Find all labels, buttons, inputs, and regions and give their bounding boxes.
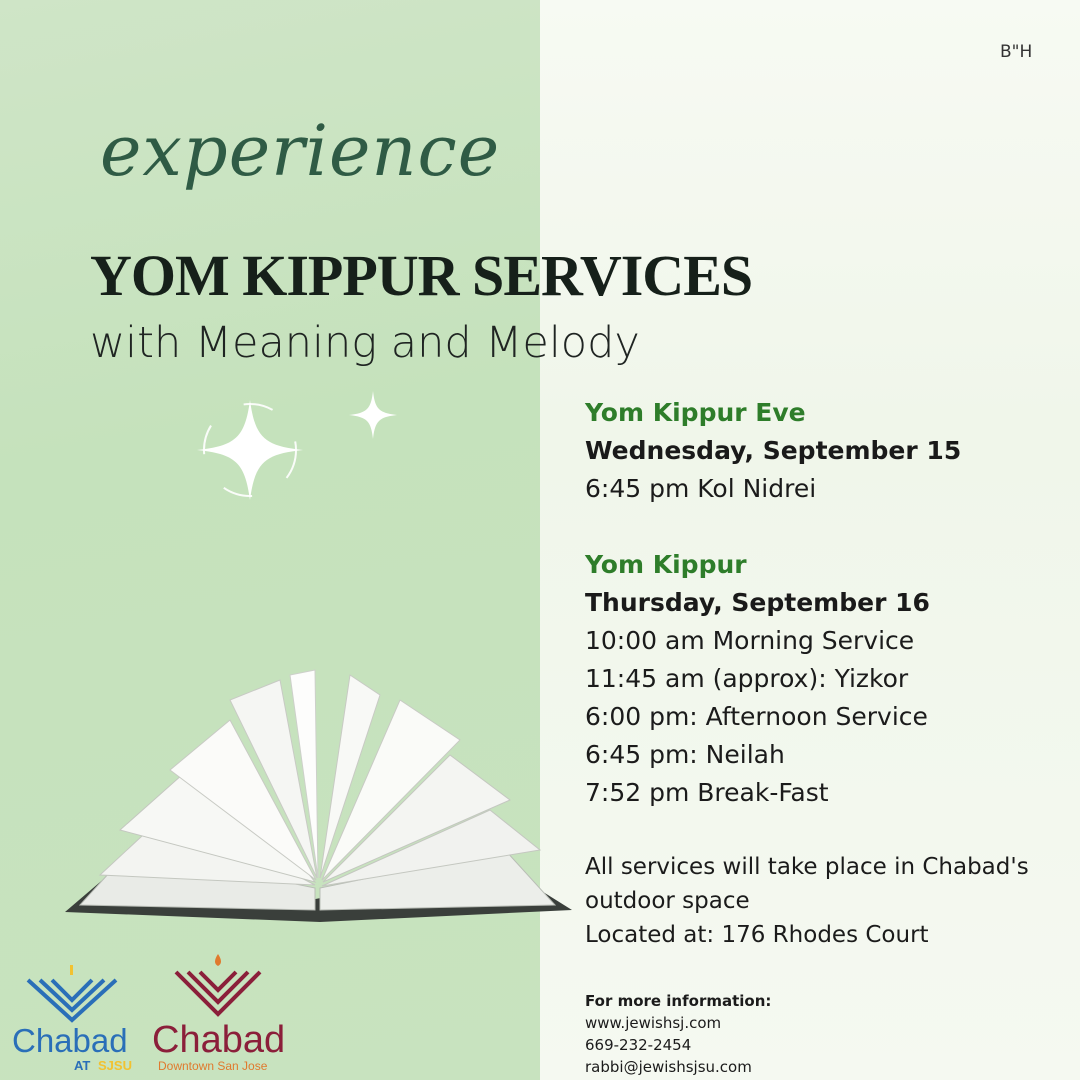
- day-item: 11:45 am (approx): Yizkor: [585, 664, 909, 693]
- day-label: Yom Kippur: [585, 550, 747, 579]
- day-item: 10:00 am Morning Service: [585, 626, 915, 655]
- location-line: All services will take place in Chabad's: [585, 854, 1029, 880]
- chabad-sjsu-at: AT: [74, 1058, 91, 1073]
- script-heading: experience: [100, 110, 501, 192]
- page-title: YOM KIPPUR SERVICES: [90, 243, 753, 308]
- sparkle-large-icon: [195, 398, 305, 502]
- eve-item: 6:45 pm Kol Nidrei: [585, 474, 817, 503]
- location-note: [585, 850, 1029, 952]
- location-address: Located at: 176 Rhodes Court: [585, 922, 929, 948]
- bh-mark: B"H: [1000, 42, 1033, 62]
- chabad-downtown-name: Chabad: [152, 1019, 286, 1061]
- day-item: 6:00 pm: Afternoon Service: [585, 702, 928, 731]
- eve-label: Yom Kippur Eve: [585, 398, 806, 427]
- chabad-sjsu-school: SJSU: [98, 1058, 132, 1073]
- day-item: 7:52 pm Break-Fast: [585, 778, 829, 807]
- contact-email[interactable]: rabbi@jewishsjsu.com: [585, 1058, 752, 1076]
- chabad-sjsu-logo: [10, 962, 140, 1074]
- chabad-downtown-sub: Downtown San Jose: [158, 1059, 268, 1073]
- contact-phone[interactable]: 669-232-2454: [585, 1036, 692, 1054]
- page-subtitle: with Meaning and Melody: [90, 318, 640, 368]
- day-date: Thursday, September 16: [585, 588, 930, 617]
- chabad-downtown-logo: [148, 952, 293, 1076]
- contact-website[interactable]: www.jewishsj.com: [585, 1014, 722, 1032]
- contact-heading: For more information:: [585, 992, 772, 1010]
- location-line: outdoor space: [585, 888, 750, 914]
- contact-block: [585, 990, 771, 1078]
- day-item: 6:45 pm: Neilah: [585, 740, 785, 769]
- eve-date: Wednesday, September 15: [585, 436, 962, 465]
- open-book-image: [60, 660, 580, 930]
- chabad-sjsu-name: Chabad: [12, 1022, 128, 1059]
- sparkle-small-icon: [348, 390, 398, 440]
